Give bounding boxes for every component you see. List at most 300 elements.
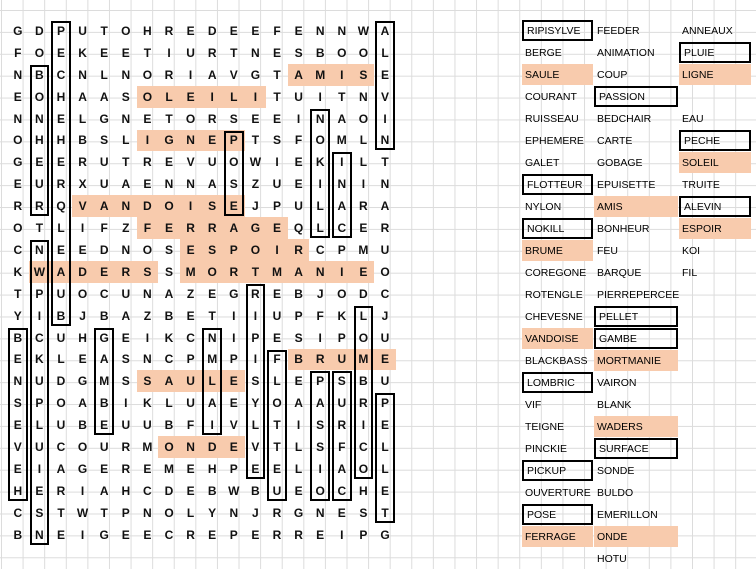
grid-letter: R [337, 418, 347, 433]
grid-letter: A [294, 396, 303, 411]
grid-letter: F [14, 45, 22, 60]
grid-letter: L [316, 221, 324, 236]
word-list-item: BLANK [597, 398, 632, 411]
grid-letter: N [315, 23, 325, 38]
grid-letter: P [223, 239, 245, 261]
word-list-item: FEU [597, 244, 618, 257]
grid-letter: U [78, 23, 87, 38]
grid-letter: P [359, 527, 368, 542]
grid-letter: R [56, 483, 66, 498]
grid-letter: N [143, 286, 152, 301]
grid-letter: E [374, 349, 396, 371]
grid-letter: I [167, 45, 171, 60]
grid-letter: U [99, 155, 109, 170]
grid-letter: A [158, 370, 180, 392]
grid-letter: T [273, 67, 281, 82]
grid-letter: R [164, 67, 174, 82]
grid-letter: O [201, 261, 223, 283]
word-list-item: LIGNE [679, 64, 751, 85]
word-list-item: EPUISETTE [597, 178, 656, 191]
grid-letter: R [201, 217, 223, 239]
grid-letter: P [272, 199, 281, 214]
word-list-item: VIF [525, 398, 542, 411]
grid-letter: E [251, 23, 260, 38]
grid-letter: E [229, 23, 238, 38]
grid-letter: E [186, 308, 195, 323]
grid-letter: T [14, 286, 22, 301]
grid-letter: U [121, 286, 131, 301]
grid-letter: T [35, 221, 44, 236]
grid-letter: N [13, 67, 23, 82]
grid-letter: C [164, 352, 174, 367]
grid-letter: S [359, 505, 368, 520]
grid-letter: Y [13, 308, 22, 323]
word-list-item: ANNEAUX [682, 24, 733, 37]
grid-letter: R [35, 199, 44, 214]
grid-letter: V [72, 195, 94, 217]
word-list-item: ALEVIN [679, 196, 751, 217]
grid-letter: G [250, 67, 261, 82]
grid-letter: O [158, 195, 180, 217]
grid-letter: G [99, 330, 109, 345]
grid-letter: D [359, 286, 368, 301]
grid-letter: S [229, 111, 238, 126]
grid-letter: G [77, 461, 88, 476]
grid-letter: E [143, 527, 152, 542]
grid-letter: E [208, 527, 217, 542]
grid-letter: P [186, 352, 195, 367]
grid-letter: L [100, 67, 108, 82]
grid-letter: N [380, 177, 390, 192]
grid-letter: E [294, 177, 303, 192]
grid-letter: N [35, 242, 44, 257]
grid-letter: R [288, 239, 310, 261]
grid-letter: E [56, 242, 65, 257]
grid-letter: G [13, 155, 23, 170]
grid-letter: E [35, 483, 44, 498]
grid-letter: O [272, 396, 282, 411]
grid-letter: E [272, 461, 281, 476]
word-list-item: EAU [682, 112, 704, 125]
grid-letter: Y [208, 505, 217, 520]
grid-letter: G [245, 217, 267, 239]
grid-letter: I [340, 155, 344, 170]
word-list-item: WADERS [594, 416, 678, 437]
grid-letter: N [121, 111, 131, 126]
grid-letter: T [57, 505, 65, 520]
word-list-item: FIL [682, 266, 698, 279]
grid-letter: U [143, 418, 152, 433]
grid-letter: E [359, 221, 368, 236]
word-list-item: PIERREPERCEE [597, 288, 680, 301]
word-list-item: PINCKIE [525, 442, 568, 455]
grid-letter: L [359, 133, 368, 148]
grid-letter: E [100, 45, 109, 60]
grid-letter: B [78, 418, 87, 433]
word-list-item: SAULE [522, 64, 593, 85]
grid-letter: E [143, 461, 152, 476]
grid-letter: E [272, 111, 281, 126]
grid-letter: E [272, 330, 281, 345]
grid-letter: W [357, 23, 370, 38]
grid-letter: F [100, 221, 108, 236]
grid-letter: B [13, 330, 23, 345]
word-list-item: SONDE [597, 464, 635, 477]
grid-letter: A [99, 352, 109, 367]
grid-letter: D [72, 261, 94, 283]
grid-letter: O [77, 286, 88, 301]
grid-letter: A [56, 461, 66, 476]
grid-letter: K [337, 308, 347, 323]
grid-letter: U [99, 177, 109, 192]
grid-letter: A [207, 67, 217, 82]
grid-letter: I [145, 330, 150, 345]
grid-letter: O [121, 23, 131, 38]
grid-letter: C [315, 242, 325, 257]
grid-letter: V [186, 155, 195, 170]
grid-letter: K [13, 264, 23, 279]
grid-letter: N [13, 374, 23, 389]
grid-letter: R [164, 23, 174, 38]
grid-letter: O [164, 505, 174, 520]
grid-letter: P [229, 352, 238, 367]
grid-letter: K [143, 396, 152, 411]
grid-letter: W [29, 261, 51, 283]
grid-letter: N [309, 261, 331, 283]
word-list-item: COURANT [525, 90, 577, 103]
word-list-item: COUP [597, 68, 628, 81]
word-list-item: NYLON [525, 200, 562, 213]
grid-letter: B [251, 483, 260, 498]
grid-letter: A [337, 111, 347, 126]
grid-letter: T [165, 111, 173, 126]
grid-letter: A [288, 261, 310, 283]
grid-letter: A [315, 396, 325, 411]
grid-letter: L [381, 461, 389, 476]
grid-letter: I [37, 461, 42, 476]
word-list-item: EMERILLON [597, 508, 658, 521]
grid-letter: E [100, 418, 109, 433]
word-list-item: BEDCHAIR [597, 112, 652, 125]
grid-letter: I [37, 308, 42, 323]
grid-letter: T [381, 505, 389, 520]
grid-letter: N [164, 177, 174, 192]
grid-letter: A [164, 286, 174, 301]
word-list-item: PLUIE [679, 42, 751, 63]
grid-letter: P [380, 396, 389, 411]
grid-letter: S [121, 89, 130, 104]
grid-letter: G [229, 286, 239, 301]
grid-letter: E [251, 461, 260, 476]
grid-letter: E [56, 45, 65, 60]
grid-letter: Q [56, 199, 66, 214]
grid-letter: I [318, 330, 322, 345]
grid-letter: S [164, 264, 173, 279]
grid-letter: A [99, 89, 109, 104]
word-list-item: CHEVESNE [525, 310, 583, 323]
word-list-item: TEIGNE [525, 420, 565, 433]
grid-letter: L [273, 374, 281, 389]
grid-letter: E [294, 155, 303, 170]
grid-letter: A [288, 64, 310, 86]
grid-letter: R [56, 177, 66, 192]
grid-letter: A [207, 396, 217, 411]
word-list-item: ESPOIR [679, 218, 751, 239]
grid-letter: O [34, 45, 45, 60]
grid-letter: S [229, 177, 238, 192]
grid-letter: U [294, 199, 303, 214]
grid-letter: Z [122, 221, 130, 236]
grid-letter: I [245, 86, 267, 108]
word-list-item: FERRAGE [522, 526, 593, 547]
grid-letter: C [337, 221, 347, 236]
grid-letter: R [251, 286, 260, 301]
grid-letter: I [340, 527, 344, 542]
grid-letter: R [121, 440, 131, 455]
grid-letter: T [100, 23, 108, 38]
grid-letter: E [223, 436, 245, 458]
grid-letter: I [137, 130, 159, 152]
grid-letter: L [57, 352, 65, 367]
grid-letter: G [293, 505, 304, 520]
grid-letter: R [13, 199, 23, 214]
word-list-item: LOMBRIC [522, 372, 593, 393]
grid-letter: K [78, 45, 87, 60]
grid-letter: L [316, 199, 324, 214]
grid-letter: T [273, 440, 281, 455]
grid-letter: I [296, 111, 301, 126]
word-list-item: PELLET [594, 306, 678, 327]
word-list-item: BERGE [525, 46, 562, 59]
grid-letter: N [78, 67, 87, 82]
grid-letter: G [158, 130, 180, 152]
grid-letter: U [380, 330, 390, 345]
grid-letter: F [273, 352, 281, 367]
word-list-item: ANIMATION [597, 46, 655, 59]
grid-letter: S [337, 374, 346, 389]
word-list-item: FLOTTEUR [522, 174, 593, 195]
grid-letter: O [315, 133, 325, 148]
grid-letter: B [315, 45, 325, 60]
grid-letter: O [158, 436, 180, 458]
grid-letter: N [315, 505, 325, 520]
grid-letter: M [309, 64, 331, 86]
grid-letter: N [229, 505, 239, 520]
grid-letter: E [78, 242, 87, 257]
grid-letter: E [272, 45, 281, 60]
grid-letter: I [318, 461, 322, 476]
grid-letter: L [186, 505, 195, 520]
grid-letter: U [272, 177, 282, 192]
word-list-item: HOTU [597, 552, 627, 565]
grid-letter: S [35, 505, 44, 520]
grid-letter: I [383, 111, 387, 126]
grid-letter: O [358, 461, 369, 476]
grid-letter: J [316, 286, 324, 301]
grid-letter: E [223, 195, 245, 217]
grid-letter: E [272, 286, 281, 301]
grid-letter: I [180, 195, 202, 217]
grid-letter: E [164, 155, 173, 170]
grid-letter: O [380, 264, 390, 279]
word-list-item: RUISSEAU [525, 112, 579, 125]
word-list-item: VAIRON [597, 376, 637, 389]
grid-letter: I [318, 89, 322, 104]
word-list-item: AMIS [594, 196, 678, 217]
grid-letter: U [56, 330, 66, 345]
word-list-item: BRUME [522, 240, 593, 261]
grid-letter: I [275, 155, 279, 170]
grid-letter: N [186, 177, 195, 192]
grid-letter: P [251, 330, 260, 345]
grid-letter: H [56, 133, 66, 148]
grid-letter: Z [143, 308, 152, 323]
grid-letter: U [35, 177, 44, 192]
grid-letter: N [121, 242, 131, 257]
grid-letter: E [186, 461, 195, 476]
grid-letter: U [380, 374, 390, 389]
grid-letter: R [272, 527, 282, 542]
grid-letter: N [337, 23, 347, 38]
grid-letter: C [143, 483, 152, 498]
grid-letter: I [124, 396, 128, 411]
grid-letter: O [142, 67, 153, 82]
grid-letter: O [137, 86, 159, 108]
grid-letter: O [229, 155, 239, 170]
grid-letter: E [56, 111, 65, 126]
grid-letter: G [380, 527, 390, 542]
grid-letter: E [143, 111, 152, 126]
grid-letter: P [35, 396, 44, 411]
grid-letter: E [13, 461, 22, 476]
grid-letter: T [230, 45, 238, 60]
grid-letter: K [35, 352, 44, 367]
grid-letter: T [338, 89, 346, 104]
grid-letter: T [143, 45, 152, 60]
grid-letter: L [251, 418, 260, 433]
grid-letter: N [143, 352, 152, 367]
grid-letter: I [210, 418, 214, 433]
grid-letter: C [56, 440, 66, 455]
grid-letter: P [223, 130, 245, 152]
grid-letter: J [79, 308, 86, 323]
grid-letter: T [100, 505, 108, 520]
grid-letter: E [380, 418, 389, 433]
grid-letter: Z [251, 177, 260, 192]
grid-letter: D [137, 195, 159, 217]
grid-letter: Q [293, 221, 304, 236]
grid-letter: I [201, 86, 223, 108]
grid-letter: E [121, 527, 130, 542]
grid-letter: S [316, 440, 325, 455]
grid-letter: U [56, 418, 66, 433]
grid-letter: E [201, 130, 223, 152]
grid-letter: L [201, 370, 223, 392]
grid-letter: I [188, 67, 193, 82]
word-list-item: GOBAGE [597, 156, 643, 169]
word-list-item: GALET [525, 156, 560, 169]
grid-letter: G [13, 23, 23, 38]
grid-letter: C [337, 483, 347, 498]
grid-letter: E [13, 89, 22, 104]
grid-letter: H [56, 89, 66, 104]
grid-letter: R [143, 155, 152, 170]
grid-letter: M [163, 461, 174, 476]
grid-letter: F [186, 418, 195, 433]
word-list-item: BLACKBASS [525, 354, 588, 367]
grid-letter: O [337, 286, 347, 301]
grid-letter: C [13, 505, 23, 520]
grid-letter: E [294, 374, 303, 389]
grid-letter: R [223, 261, 245, 283]
word-list-item: ROTENGLE [525, 288, 583, 301]
grid-letter: I [80, 527, 85, 542]
grid-letter: C [35, 330, 44, 345]
grid-letter: N [180, 130, 202, 152]
grid-letter: O [358, 330, 369, 345]
grid-letter: L [223, 86, 245, 108]
grid-letter: B [13, 527, 23, 542]
grid-letter: L [165, 396, 173, 411]
grid-letter: F [338, 440, 346, 455]
grid-letter: M [207, 352, 218, 367]
word-list-item: COREGONE [525, 266, 587, 279]
grid-letter: R [180, 217, 202, 239]
grid-letter: E [337, 505, 346, 520]
word-list-item: BONHEUR [597, 222, 650, 235]
grid-letter: P [337, 330, 346, 345]
grid-letter: U [380, 242, 390, 257]
grid-letter: A [78, 89, 87, 104]
grid-letter: L [57, 221, 65, 236]
grid-letter: C [56, 67, 66, 82]
grid-letter: E [223, 370, 245, 392]
grid-letter: T [208, 308, 216, 323]
grid-letter: W [228, 483, 240, 498]
grid-letter: P [229, 527, 238, 542]
word-list-item: RIPISYLVE [522, 20, 593, 41]
grid-letter: H [35, 133, 44, 148]
grid-letter: N [337, 177, 347, 192]
grid-letter: R [207, 111, 217, 126]
grid-letter: D [164, 483, 174, 498]
grid-letter: L [294, 461, 303, 476]
grid-letter: I [361, 418, 366, 433]
grid-letter: V [229, 418, 238, 433]
grid-letter: H [143, 23, 152, 38]
grid-letter: R [359, 396, 368, 411]
grid-letter: E [13, 352, 22, 367]
grid-letter: I [253, 352, 258, 367]
grid-letter: E [353, 261, 375, 283]
grid-letter: U [337, 396, 347, 411]
grid-letter: W [249, 155, 262, 170]
grid-letter: Y [251, 396, 260, 411]
grid-letter: J [252, 505, 259, 520]
grid-letter: A [50, 261, 72, 283]
grid-letter: U [186, 396, 195, 411]
grid-letter: R [294, 527, 303, 542]
word-list-item: GAMBE [594, 328, 678, 349]
grid-letter: N [207, 330, 217, 345]
word-list-item: EPHEMERE [525, 134, 584, 147]
word-list-item: NOKILL [522, 218, 593, 239]
grid-letter: O [142, 242, 153, 257]
grid-letter: B [164, 308, 174, 323]
grid-letter: O [337, 45, 347, 60]
grid-letter: S [121, 374, 130, 389]
grid-letter: L [359, 155, 368, 170]
